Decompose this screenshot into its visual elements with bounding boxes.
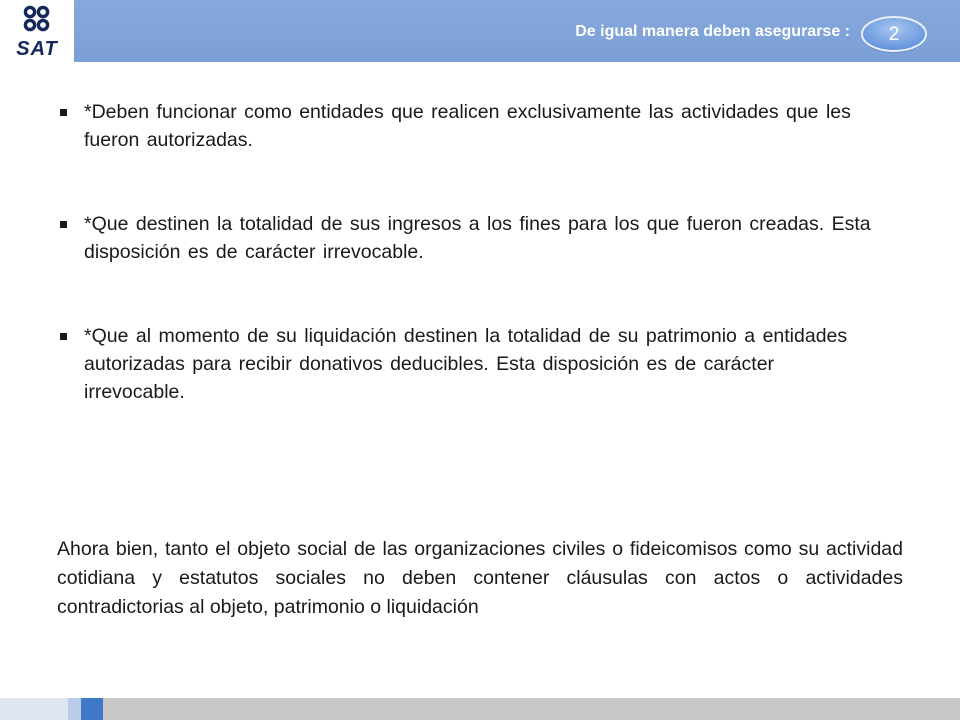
square-bullet-icon (60, 221, 67, 228)
body-paragraph: Ahora bien, tanto el objeto social de las organizaciones civiles o fideicomisos como su actividad cotidiana y estatutos sociales no deben contener cláusulas con actos o actividades contradictorias al objeto, patrimonio o liquidación (57, 538, 903, 618)
bullet-item (58, 210, 878, 266)
square-bullet-icon (60, 333, 67, 340)
bullet-item (58, 322, 878, 406)
footer-segment-accent (81, 698, 103, 720)
sat-logo-dots-icon (0, 0, 74, 40)
sat-logo-text: SAT (16, 38, 58, 60)
bullet-item (58, 98, 878, 154)
bullet-text: *Deben funcionar como entidades que realicen exclusivamente las actividades que les fueron autorizadas. (84, 101, 851, 151)
sat-logo (0, 0, 74, 62)
bullet-list (58, 98, 878, 406)
slide-number: 2 (888, 24, 900, 45)
bullet-text: *Que destinen la totalidad de sus ingresos a los fines para los que fueron creadas. Esta disposición es de carácter irrevocable. (84, 213, 871, 263)
slide-title: De igual manera deben asegurarse : (575, 23, 850, 40)
slide-number-badge (859, 15, 929, 55)
header-bar (74, 0, 960, 62)
footer-segment-light (0, 698, 68, 720)
footer-segment-mid (68, 698, 81, 720)
footer-bar (0, 698, 960, 720)
bullet-text: *Que al momento de su liquidación destinen la totalidad de su patrimonio a entidades autorizadas para recibir donativos deducibles. Esta disposición es de carácter irrevocable. (84, 325, 848, 403)
square-bullet-icon (60, 109, 67, 116)
